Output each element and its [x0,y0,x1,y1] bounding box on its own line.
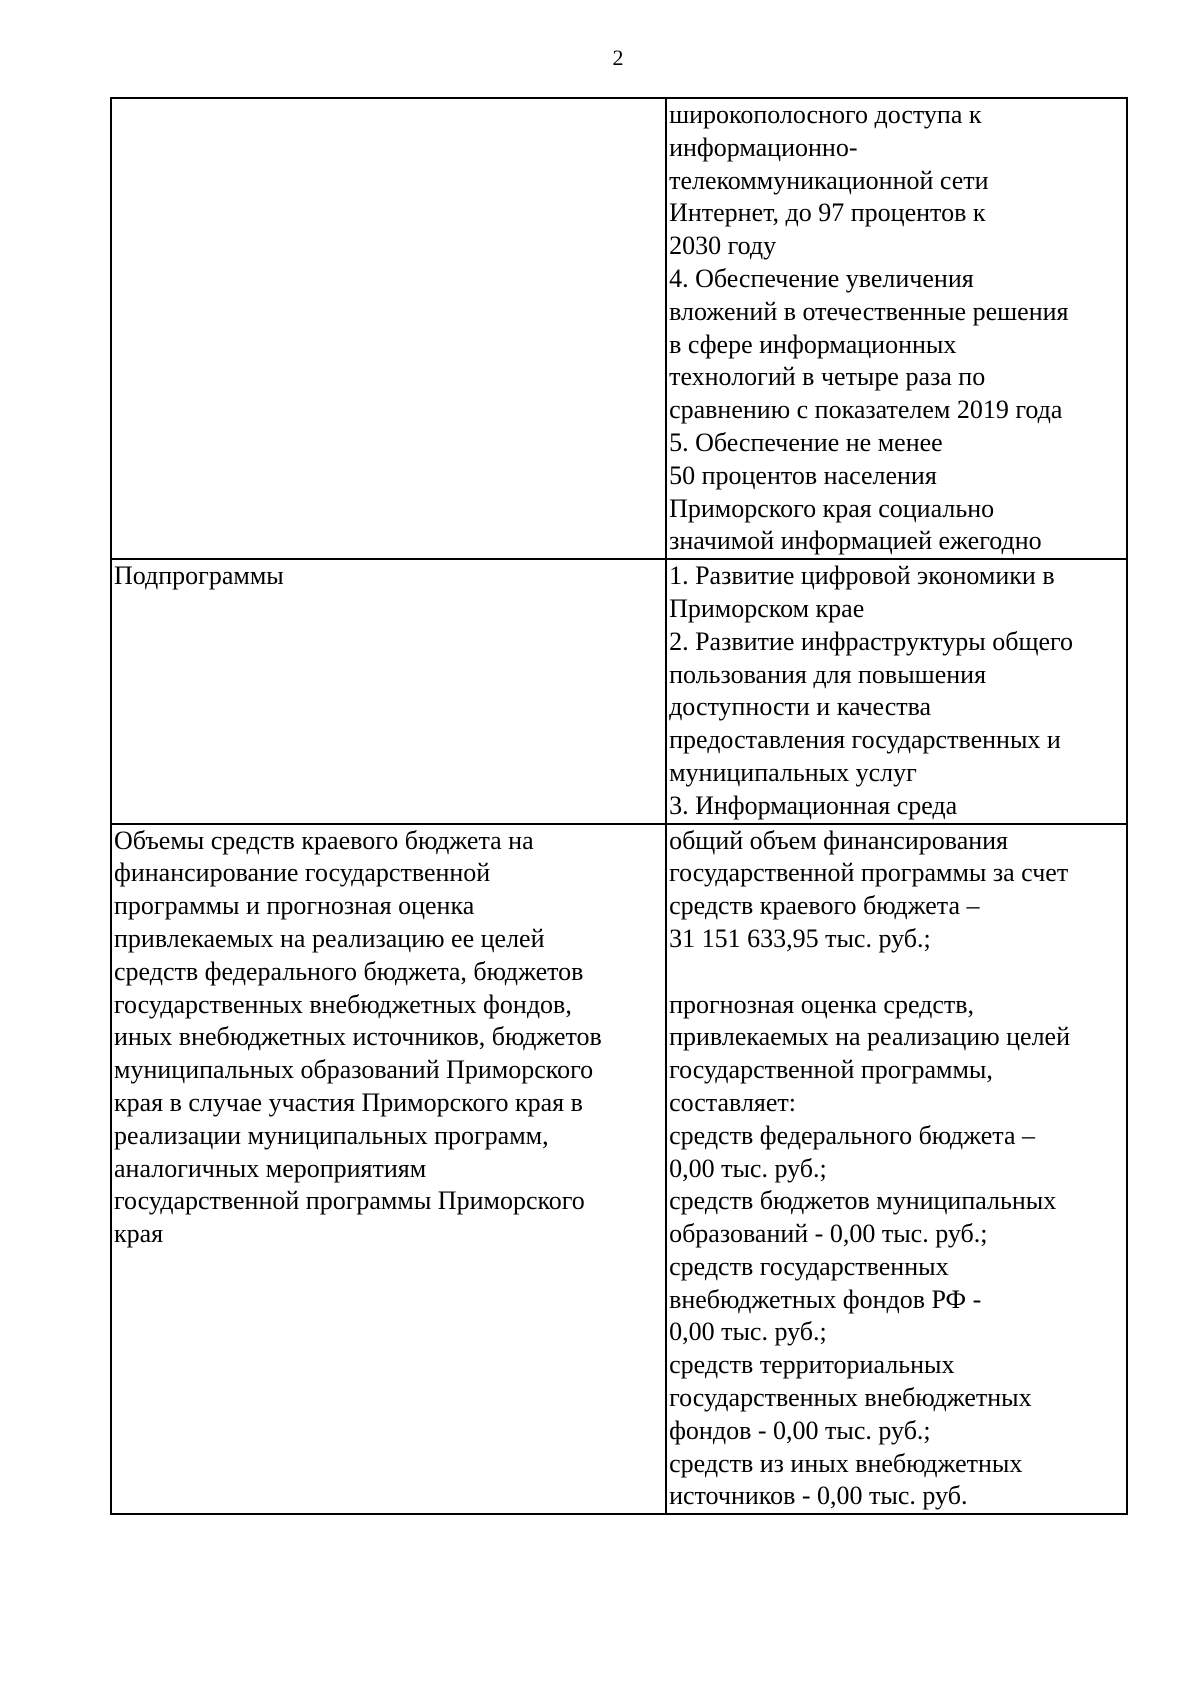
cell-text-line: привлекаемых на реализацию целей [669,1022,1071,1052]
cell-text-line: источников - 0,00 тыс. руб. [669,1481,968,1511]
cell-text-line: вложений в отечественные решения [669,296,1069,326]
cell-text-line: внебюджетных фондов РФ - [669,1284,982,1314]
cell-text-line: информационно- [669,132,858,162]
cell-text-line: средств государственных [669,1251,949,1281]
cell-text-line: сравнению с показателем 2019 года [669,395,1063,425]
cell-text-line: государственной программы, [669,1055,993,1085]
cell-text-line: муниципальных услуг [669,757,917,787]
cell-text-line: пользования для повышения [669,659,987,689]
cell-text-line: края в случае участия Приморского края в [114,1087,583,1117]
row-value-cell [666,559,1127,823]
cell-text-line: 2. Развитие инфраструктуры общего [669,626,1074,656]
cell-text-line: привлекаемых на реализацию ее целей [114,923,545,953]
row-label-cell [111,824,666,1515]
cell-text-line: технологий в четыре раза по [669,362,986,392]
cell-text-line: в сфере информационных [669,329,957,359]
cell-text-line: образований - 0,00 тыс. руб.; [669,1219,988,1249]
cell-text-line: фондов - 0,00 тыс. руб.; [669,1415,931,1445]
cell-text-line: составляет: [669,1087,797,1117]
cell-text-line: государственных внебюджетных [669,1383,1032,1413]
cell-text-line: 2030 году [669,231,777,261]
cell-text-line: прогнозная оценка средств, [669,989,975,1019]
cell-text-line: широкополосного доступа к [669,100,982,129]
cell-text-line: общий объем финансирования [669,825,1009,855]
row-label-cell [111,559,666,823]
cell-text-line: муниципальных образований Приморского [114,1055,594,1085]
cell-text-line: аналогичных мероприятиям [114,1153,427,1183]
cell-text-line: средств территориальных [669,1350,955,1380]
cell-text-line: 0,00 тыс. руб.; [669,1153,827,1183]
cell-text-line: телекоммуникационной сети [669,165,989,195]
cell-text-line: государственной программы Приморского [114,1186,585,1216]
cell-text-line: 31 151 633,95 тыс. руб.; [669,923,931,953]
cell-text-line [669,956,1124,989]
cell-text-line: государственной программы за счет [669,858,1069,888]
cell-text-line: иных внебюджетных источников, бюджетов [114,1022,602,1052]
row-value-cell [666,98,1127,559]
cell-text-line: средств бюджетов муниципальных [669,1186,1057,1216]
cell-text-line: 4. Обеспечение увеличения [669,263,974,293]
cell-text-line: края [114,1219,164,1249]
cell-text-line: финансирование государственной [114,858,491,888]
cell-text-line: 1. Развитие цифровой экономики в [669,561,1055,591]
row-value-cell [666,824,1127,1515]
cell-text-line: Приморского края социально [669,493,995,523]
cell-text-line: средств краевого бюджета – [669,891,980,921]
table-row [111,824,1127,1515]
cell-text-line: Приморском крае [669,593,865,623]
cell-text-line: государственных внебюджетных фондов, [114,989,572,1019]
cell-text-line: Интернет, до 97 процентов к [669,198,986,228]
cell-text-line: средств федерального бюджета, бюджетов [114,956,584,986]
row-label-cell [111,98,666,559]
cell-text-line: предоставления государственных и [669,725,1061,755]
table-row [111,559,1127,823]
passport-table [110,97,1128,1515]
cell-text-line: средств федерального бюджета – [669,1120,1036,1150]
table-row [111,98,1127,559]
cell-text-line: 5. Обеспечение не менее [669,427,943,457]
cell-text-line: значимой информацией ежегодно [669,526,1042,556]
cell-text-line: средств из иных внебюджетных [669,1448,1023,1478]
page-number: 2 [612,45,624,70]
cell-text-line: программы и прогнозная оценка [114,891,475,921]
cell-text-line: Подпрограммы [114,561,284,591]
cell-text-line: Объемы средств краевого бюджета на [114,825,534,855]
cell-text-line: реализации муниципальных программ, [114,1120,549,1150]
cell-text-line: 50 процентов населения [669,460,937,490]
cell-text-line: доступности и качества [669,692,932,722]
cell-text-line: 3. Информационная среда [669,790,958,820]
cell-text-line: 0,00 тыс. руб.; [669,1317,827,1347]
